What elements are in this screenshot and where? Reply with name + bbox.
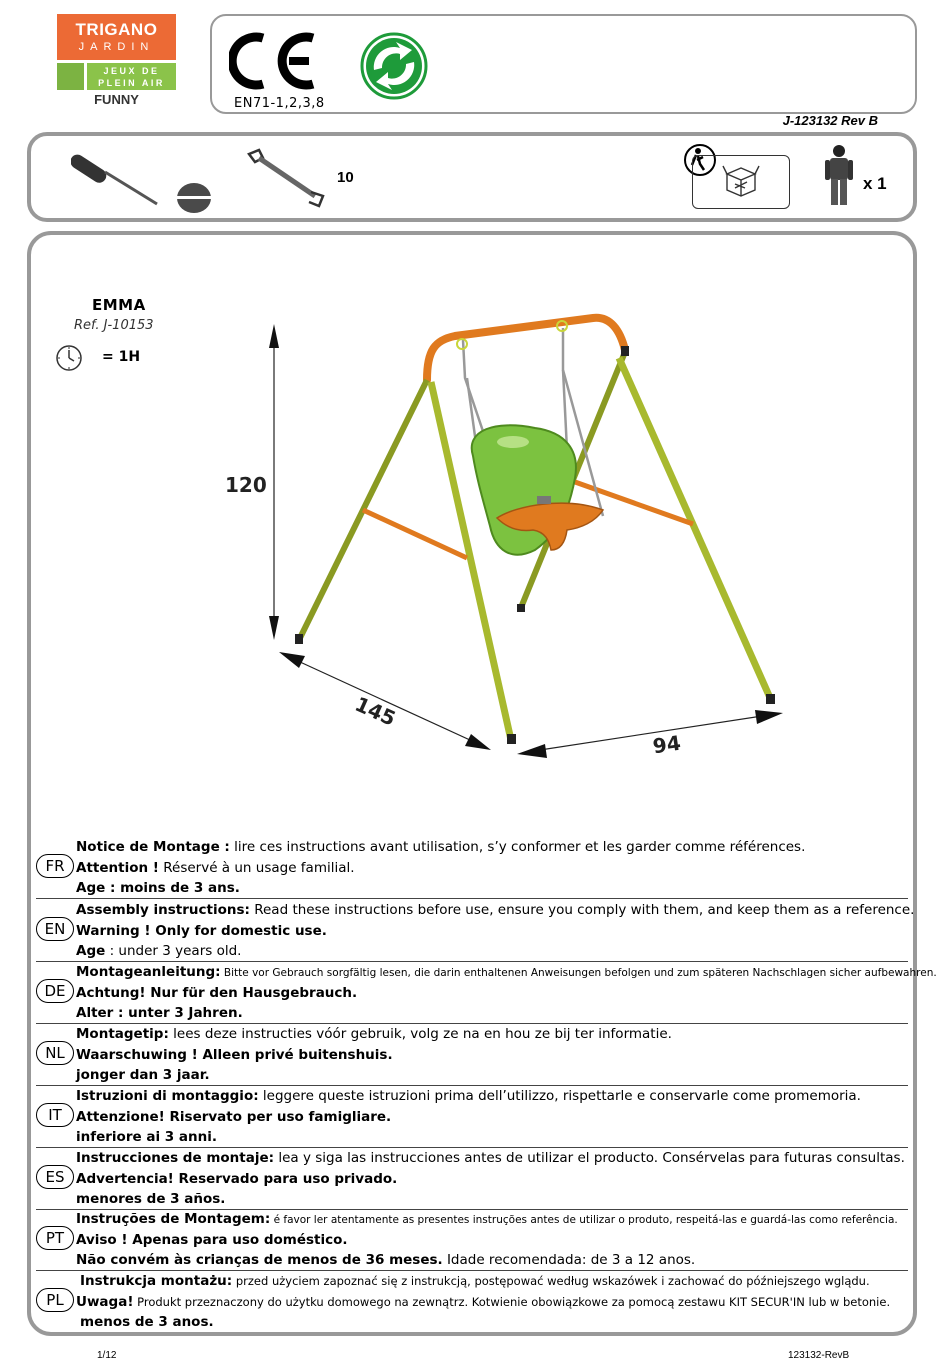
open-box-icon bbox=[721, 162, 761, 200]
lang-en-line1 bbox=[76, 901, 914, 919]
lang-code-es: ES bbox=[36, 1165, 74, 1189]
lang-row-pl bbox=[36, 1271, 908, 1332]
lang-pl-line1 bbox=[80, 1272, 870, 1290]
lang-fr-text: lire ces instructions avant utilisation, s’y conformer et les garder comme références. bbox=[229, 839, 806, 855]
ce-mark-icon bbox=[229, 30, 319, 92]
playground-icon bbox=[57, 63, 84, 90]
lang-row-it bbox=[36, 1086, 908, 1148]
lang-pt-title: Instruções de Montagem: bbox=[76, 1211, 271, 1227]
lang-pl-line3 bbox=[80, 1313, 214, 1331]
length-dimension-arrow bbox=[279, 652, 491, 750]
clock-icon bbox=[55, 344, 83, 372]
lang-code-fr: FR bbox=[36, 854, 74, 878]
lang-en-age: : under 3 years old. bbox=[105, 943, 242, 959]
lang-row-nl bbox=[36, 1024, 908, 1086]
lang-nl-line1 bbox=[76, 1025, 672, 1043]
lang-pl-warning-title: Uwaga! bbox=[76, 1294, 134, 1310]
lang-pt-line1 bbox=[76, 1210, 898, 1229]
logo-brand: TRIGANO bbox=[75, 20, 158, 39]
lang-en-age-title: Age bbox=[76, 943, 106, 959]
lang-fr-warning-title: Attention ! bbox=[76, 860, 159, 876]
lang-code-de: DE bbox=[36, 979, 74, 1003]
lang-en-line3 bbox=[76, 942, 241, 960]
lang-pl-title: Instrukcja montażu: bbox=[80, 1273, 233, 1289]
lang-fr-line3 bbox=[76, 879, 240, 897]
lang-it-line3 bbox=[76, 1128, 217, 1146]
lang-code-it: IT bbox=[36, 1103, 74, 1127]
length-label: 145 bbox=[351, 691, 400, 731]
lang-de-age-title: Alter : unter 3 Jahren. bbox=[76, 1005, 243, 1021]
lang-es-line1 bbox=[76, 1149, 905, 1167]
brace-left bbox=[363, 510, 467, 558]
lang-code-pt: PT bbox=[36, 1226, 74, 1250]
wrench-icon bbox=[245, 148, 327, 208]
norm-label: EN71-1,2,3,8 bbox=[234, 96, 325, 111]
lang-nl-line2 bbox=[76, 1046, 393, 1064]
cap-icon bbox=[176, 182, 212, 214]
lang-code-en: EN bbox=[36, 917, 74, 941]
swing-illustration bbox=[215, 300, 815, 770]
width-label: 94 bbox=[651, 730, 683, 759]
lang-row-pt bbox=[36, 1209, 908, 1271]
certification-box bbox=[210, 14, 917, 114]
lang-row-fr bbox=[36, 837, 908, 899]
footer-reference: 123132-RevB bbox=[788, 1350, 850, 1361]
lang-de-text: Bitte vor Gebrauch sorgfältig lesen, die darin enthaltenen Anweisungen befolgen und zum späteren Nachschlagen sicher aufbewahren. bbox=[220, 967, 937, 979]
product-ref: Ref. J-10153 bbox=[74, 318, 154, 333]
lang-pl-age-title: menos de 3 anos. bbox=[80, 1314, 214, 1330]
width-dimension-arrow bbox=[517, 710, 783, 758]
lang-nl-title: Montagetip: bbox=[76, 1026, 169, 1042]
logo-sub: JARDIN bbox=[78, 41, 155, 53]
lang-de-line3 bbox=[76, 1004, 243, 1022]
lang-es-warning-title: Advertencia! Reservado para uso privado. bbox=[76, 1171, 398, 1187]
logo-line: FUNNY bbox=[94, 92, 139, 107]
green-dot-icon bbox=[360, 32, 428, 100]
height-dimension-arrow bbox=[269, 324, 279, 640]
lang-en-warning-title: Warning ! Only for domestic use. bbox=[76, 923, 327, 939]
logo-slogan-line1: JEUX DE bbox=[103, 66, 160, 76]
lang-nl-text: lees deze instructies vóór gebruik, volg ze na en hou ze bij ter informatie. bbox=[168, 1026, 672, 1042]
lang-pt-line2 bbox=[76, 1231, 348, 1249]
lang-fr-line2 bbox=[76, 859, 355, 877]
lang-nl-warning-title: Waarschuwing ! Alleen privé buitenshuis. bbox=[76, 1047, 393, 1063]
lang-it-age-title: inferiore ai 3 anni. bbox=[76, 1129, 217, 1145]
lang-en-text: Read these instructions before use, ensure you comply with them, and keep them as a reference. bbox=[249, 902, 915, 918]
lang-code-nl: NL bbox=[36, 1041, 74, 1065]
lang-pt-line3 bbox=[76, 1251, 695, 1269]
lang-es-line2 bbox=[76, 1170, 397, 1188]
lang-fr-line1 bbox=[76, 838, 805, 856]
logo-top bbox=[57, 14, 176, 60]
package-frame bbox=[692, 155, 790, 209]
person-count: x 1 bbox=[863, 174, 887, 193]
lang-fr-warning: Réservé à un usage familial. bbox=[158, 860, 355, 876]
lang-pt-warning-title: Aviso ! Apenas para uso doméstico. bbox=[76, 1232, 348, 1248]
lang-code-pl: PL bbox=[36, 1288, 74, 1312]
lang-nl-age-title: jonger dan 3 jaar. bbox=[76, 1067, 210, 1083]
lang-en-line2 bbox=[76, 922, 327, 940]
height-label: 120 bbox=[225, 473, 267, 497]
person-icon bbox=[825, 144, 853, 208]
lang-fr-age-title: Age : moins de 3 ans. bbox=[76, 880, 240, 896]
lang-row-de bbox=[36, 962, 937, 1024]
page-number: 1/12 bbox=[97, 1350, 117, 1361]
logo-slogan-line2: PLEIN AIR bbox=[98, 78, 165, 88]
lang-pl-warning: Produkt przeznaczony do użytku domowego na zewnątrz. Kotwienie obowiązkowe za pomocą zestawu KIT SECUR'IN lub w betonie. bbox=[133, 1295, 891, 1309]
lang-de-line2 bbox=[76, 984, 357, 1002]
lang-nl-line3 bbox=[76, 1066, 210, 1084]
leg-right bbox=[619, 358, 771, 700]
lang-es-age-title: menores de 3 años. bbox=[76, 1191, 226, 1207]
lang-es-line3 bbox=[76, 1190, 225, 1208]
assembly-duration: = 1H bbox=[102, 349, 141, 365]
lang-row-es bbox=[36, 1148, 908, 1210]
lang-row-en bbox=[36, 900, 915, 962]
lang-it-title: Istruzioni di montaggio: bbox=[76, 1088, 259, 1104]
lang-pl-text: przed użyciem zapoznać się z instrukcją, postępować według wskazówek i zachować do późniejszego wglądu. bbox=[232, 1274, 870, 1288]
logo-bottom bbox=[57, 63, 176, 90]
lang-it-line2 bbox=[76, 1108, 391, 1126]
lang-pl-line2 bbox=[76, 1293, 890, 1311]
lang-es-title: Instrucciones de montaje: bbox=[76, 1150, 275, 1166]
lang-de-line1 bbox=[76, 963, 937, 982]
screwdriver-icon bbox=[71, 148, 161, 208]
document-reference: J-123132 Rev B bbox=[782, 113, 878, 128]
trigano-logo bbox=[57, 14, 176, 107]
product-name: EMMA bbox=[92, 296, 146, 314]
lang-it-line1 bbox=[76, 1087, 861, 1105]
top-bar bbox=[427, 318, 625, 380]
wrench-size: 10 bbox=[337, 169, 354, 186]
lang-it-text: leggere queste istruzioni prima dell’utilizzo, rispettarle e conservarle come promemoria. bbox=[258, 1088, 861, 1104]
lang-de-title: Montageanleitung: bbox=[76, 964, 221, 980]
lang-fr-title: Notice de Montage : bbox=[76, 839, 230, 855]
lang-pt-text: é favor ler atentamente as presentes instruções antes de utilizar o produto, respeitá-las e guardá-las como referência. bbox=[270, 1214, 898, 1226]
lang-it-warning-title: Attenzione! Riservato per uso famigliare. bbox=[76, 1109, 392, 1125]
lang-en-title: Assembly instructions: bbox=[76, 902, 250, 918]
lang-pt-age: Idade recomendada: de 3 a 12 anos. bbox=[442, 1252, 696, 1268]
lang-de-warning-title: Achtung! Nur für den Hausgebrauch. bbox=[76, 985, 358, 1001]
lang-es-text: lea y siga las instrucciones antes de utilizar el producto. Consérvelas para futuras consultas. bbox=[274, 1150, 905, 1166]
logo-slogan bbox=[87, 63, 176, 90]
tools-box bbox=[27, 132, 917, 222]
lang-pt-age-title: Não convém às crianças de menos de 36 meses. bbox=[76, 1252, 443, 1268]
